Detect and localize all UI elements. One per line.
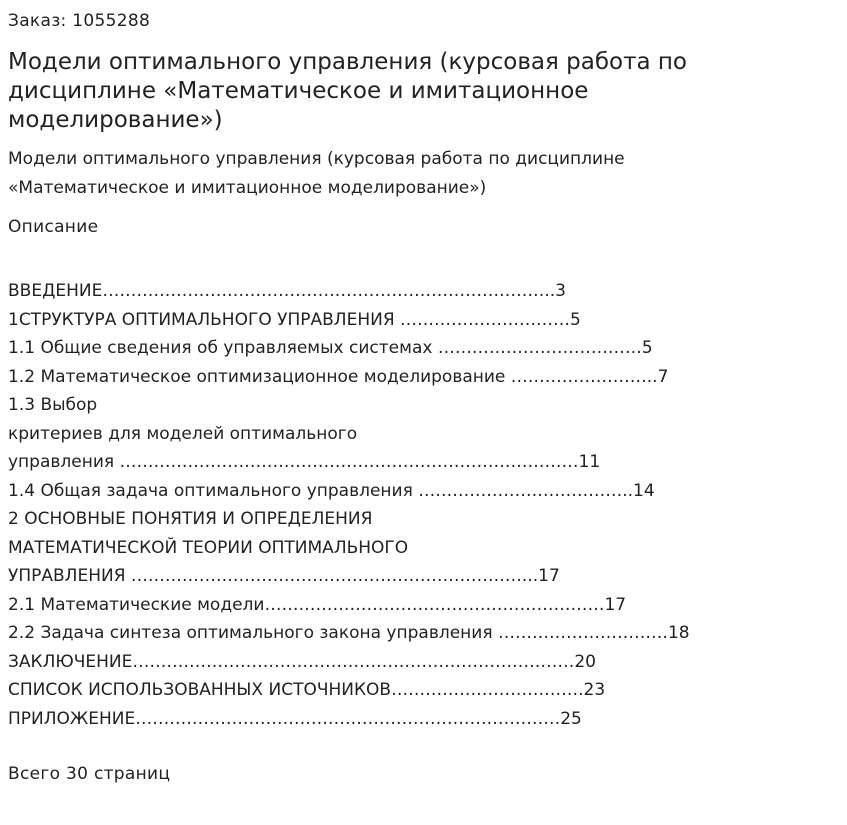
table-of-contents	[8, 277, 690, 733]
toc-entry: 1.4 Общая задача оптимального управления ………………………………..14	[8, 480, 655, 501]
toc-entry: 1СТРУКТУРА ОПТИМАЛЬНОГО УПРАВЛЕНИЯ …………………………5	[8, 309, 581, 330]
toc-entry: 2.2 Задача синтеза оптимального закона управления …………………………18	[8, 623, 690, 643]
toc-entry: 1.3 Выбор	[8, 395, 98, 415]
toc-entry: ВВЕДЕНИЕ……………………………………………………………………..3	[8, 281, 566, 301]
document-subtitle: Модели оптимального управления (курсовая работа по дисциплине «Математическое и имитационное моделирование»)	[8, 149, 625, 198]
order-number: Заказ: 1055288	[8, 11, 151, 31]
total-pages: Всего 30 страниц	[8, 764, 171, 784]
toc-entry: 2 ОСНОВНЫЕ ПОНЯТИЯ И ОПРЕДЕЛЕНИЯ	[8, 509, 373, 529]
description-heading: Описание	[8, 217, 99, 237]
toc-entry: МАТЕМАТИЧЕСКОЙ ТЕОРИИ ОПТИМАЛЬНОГО	[8, 537, 409, 558]
toc-entry: 1.2 Математическое оптимизационное моделирование ……………………..7	[8, 366, 669, 387]
toc-entry: ПРИЛОЖЕНИЕ…………………………………………………………………25	[8, 708, 582, 729]
toc-entry: СПИСОК ИСПОЛЬЗОВАННЫХ ИСТОЧНИКОВ…………………………….23	[8, 680, 606, 700]
toc-entry: управления ………………………………………………………………………11	[8, 452, 601, 472]
document-title: Модели оптимального управления (курсовая работа по дисциплине «Математическое и имитационное моделирование»)	[8, 49, 687, 133]
toc-entry: критериев для моделей оптимального	[8, 423, 358, 444]
toc-entry: ЗАКЛЮЧЕНИЕ……………………………………………………………………20	[8, 651, 597, 672]
toc-entry: 1.1 Общие сведения об управляемых системах ………………………………5	[8, 338, 653, 358]
toc-entry: УПРАВЛЕНИЯ ……………………………………………………………...17	[8, 566, 560, 586]
toc-entry: 2.1 Математические модели……………………………………………………17	[8, 594, 627, 615]
